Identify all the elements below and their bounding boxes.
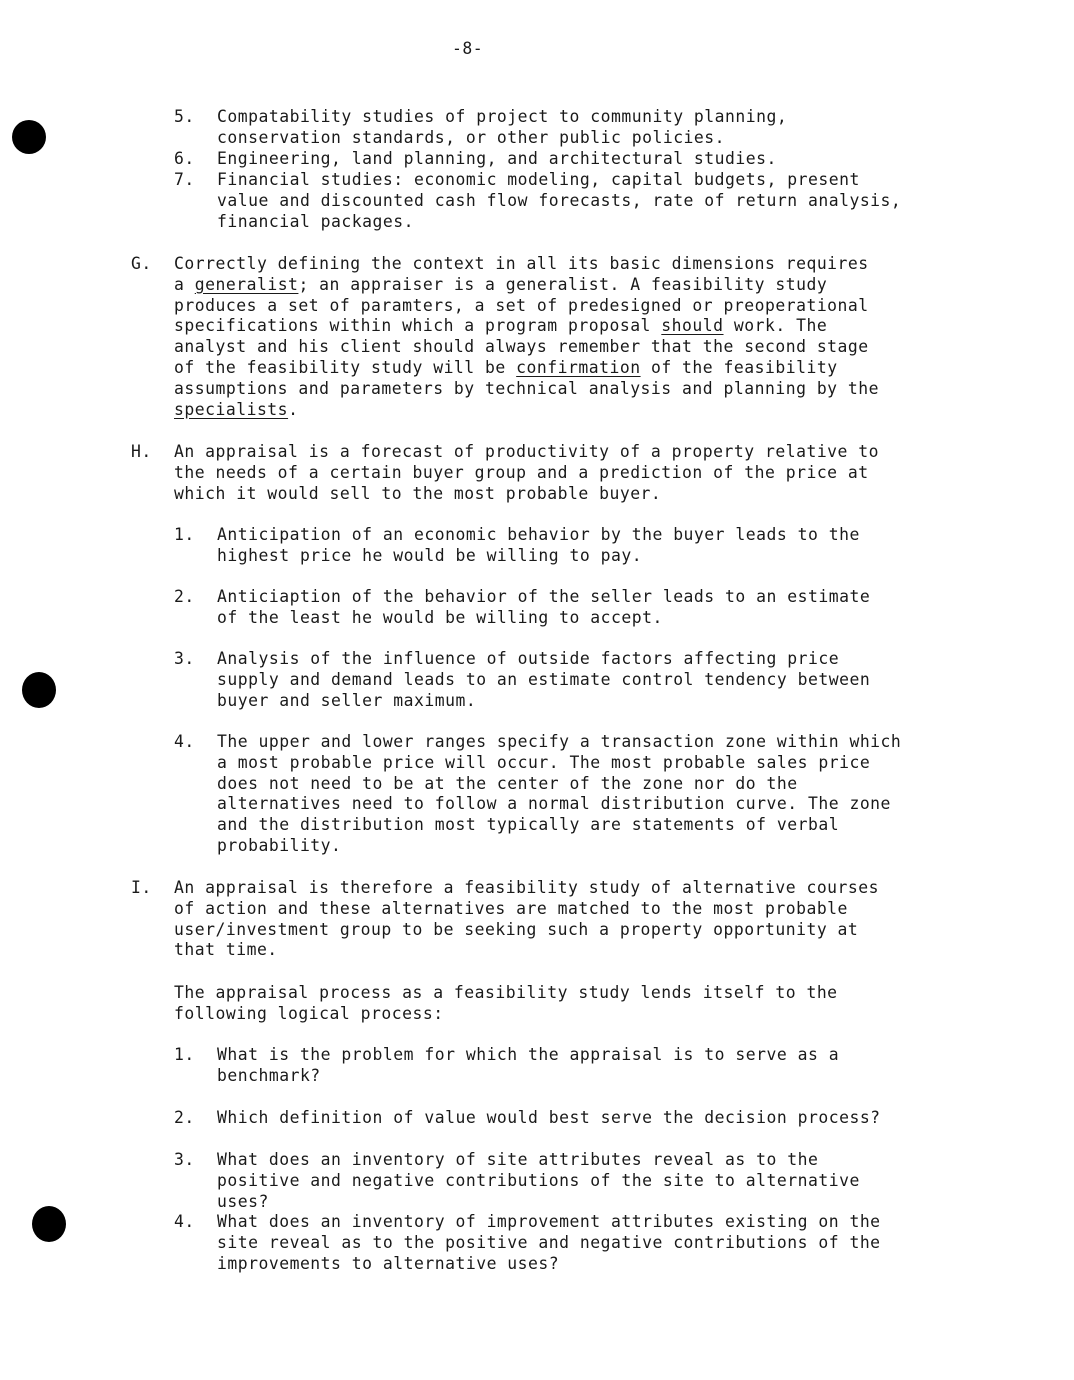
text-run: . <box>288 399 299 419</box>
list-item-text: Analysis of the influence of outside factors affecting price supply and demand leads to an estimate control tendency between buyer and seller maximum. <box>217 649 871 710</box>
list-item <box>174 107 894 149</box>
list-item <box>174 732 914 857</box>
text-run: of the feasibility assumptions and parameters by technical analysis and planning by the <box>174 357 880 398</box>
section-i-intro: The appraisal process as a feasibility study lends itself to the following logical process: <box>174 983 838 1023</box>
list-item <box>174 170 934 232</box>
list-item <box>174 587 894 629</box>
punch-hole-top <box>12 120 46 154</box>
list-item-text: Anticiaption of the behavior of the seller leads to an estimate of the least he would be willing to accept. <box>217 587 871 627</box>
list-item-text: Compatability studies of project to community planning, conservation standards, or other public policies. <box>217 107 788 147</box>
list-item-text: The upper and lower ranges specify a transaction zone within which a most probable price will occur. The most probable sales price does not need to be at the center of the zone nor do the alternatives need to follow a normal distribution curve. The zone and the distribution most typically are statements of verbal probability. <box>217 732 902 855</box>
list-item-text: What does an inventory of improvement attributes existing on the site reveal as to the positive and negative contributions of the improvements to alternative uses? <box>217 1212 881 1273</box>
list-item-number: 6. <box>174 149 195 168</box>
list-item <box>174 149 894 170</box>
page-number: -8- <box>452 39 484 58</box>
list-item-text: Which definition of value would best serve the decision process? <box>217 1108 881 1127</box>
list-item-number: 3. <box>174 649 195 668</box>
section-marker: H. <box>131 442 152 461</box>
punch-hole-bottom <box>32 1206 66 1242</box>
section-g <box>131 254 891 420</box>
underlined-term: generalist <box>194 274 299 294</box>
text-run: work. The analyst and his client should always remember that the second stage of the feasibility study will be <box>174 316 869 377</box>
section-i <box>131 878 901 961</box>
underlined-term: specialists <box>174 399 289 419</box>
list-item <box>174 1045 894 1087</box>
underlined-term: confirmation <box>516 357 641 377</box>
list-item-number: 1. <box>174 525 195 544</box>
text-run: ; an appraiser is a generalist. A feasibility study produces a set of paramters, a set of predesigned or preoperational specifications within which a program proposal <box>174 274 869 336</box>
list-item <box>174 1212 914 1274</box>
list-item-text: What does an inventory of site attributes reveal as to the positive and negative contributions of the site to alternative uses? <box>217 1150 860 1211</box>
list-item-text: Financial studies: economic modeling, capital budgets, present value and discounted cash flow forecasts, rate of return analysis, financial packages. <box>217 170 902 231</box>
section-marker: G. <box>131 254 152 273</box>
section-marker: I. <box>131 878 152 897</box>
text-run: Correctly defining the context in all its basic dimensions requires a <box>174 254 869 294</box>
underlined-term: should <box>661 316 724 336</box>
list-item-number: 7. <box>174 170 195 189</box>
list-item <box>174 649 894 711</box>
list-item-text: What is the problem for which the appraisal is to serve as a benchmark? <box>217 1045 840 1085</box>
list-item-text: Engineering, land planning, and architectural studies. <box>217 149 777 168</box>
list-item-number: 1. <box>174 1045 195 1064</box>
punch-hole-middle <box>22 672 56 708</box>
list-item-number: 4. <box>174 1212 195 1231</box>
list-item <box>174 525 894 567</box>
list-item-number: 3. <box>174 1150 195 1169</box>
section-text <box>174 254 886 420</box>
list-item <box>174 1150 914 1212</box>
list-item-number: 2. <box>174 587 195 606</box>
list-item-text: Anticipation of an economic behavior by the buyer leads to the highest price he would be willing to pay. <box>217 525 860 565</box>
list-item-number: 4. <box>174 732 195 751</box>
section-text: An appraisal is a forecast of productivity of a property relative to the needs of a certain buyer group and a prediction of the price at which it would sell to the most probable buyer. <box>174 442 880 503</box>
section-h <box>131 442 891 504</box>
list-item-number: 5. <box>174 107 195 126</box>
list-item <box>174 1108 914 1129</box>
list-item-number: 2. <box>174 1108 195 1127</box>
section-text: An appraisal is therefore a feasibility study of alternative courses of action and these alternatives are matched to the most probable user/investment group to be seeking such a property opportunity at that time. <box>174 878 880 960</box>
